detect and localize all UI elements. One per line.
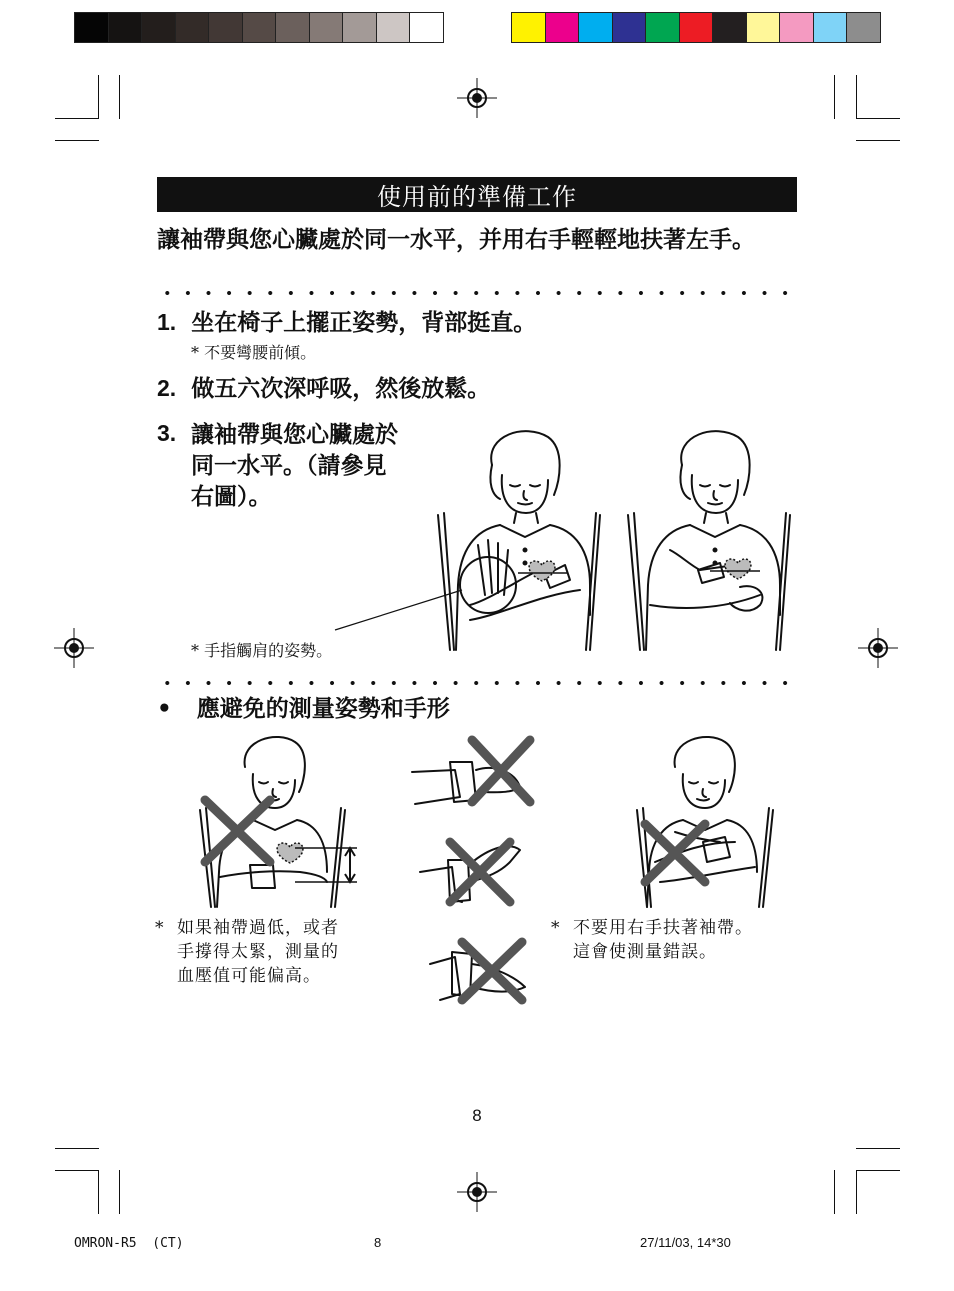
footer-timestamp: 27/11/03, 14*30 bbox=[640, 1235, 731, 1250]
gray-swatch bbox=[108, 12, 143, 43]
gray-swatch bbox=[208, 12, 243, 43]
dotted-divider-top bbox=[157, 290, 797, 296]
registration-mark-top-icon bbox=[457, 78, 497, 118]
step-1-note: * 不要彎腰前傾。 bbox=[191, 343, 317, 362]
registration-mark-left-icon bbox=[54, 628, 94, 668]
registration-mark-bottom-icon bbox=[457, 1172, 497, 1212]
right-hand-caption-line-2: 這會使測量錯誤。 bbox=[573, 942, 717, 962]
gray-swatch bbox=[342, 12, 377, 43]
finger-position-note: * 手指觸肩的姿勢。 bbox=[191, 641, 333, 660]
low-cuff-caption-line-3: 血壓值可能偏高。 bbox=[177, 966, 321, 986]
step-3-number: 3. bbox=[157, 420, 177, 446]
footer-file-name: OMRON-R5 (CT) bbox=[74, 1236, 184, 1251]
low-cuff-caption-line-2: 手撐得太緊，測量的 bbox=[177, 942, 339, 962]
gray-swatch bbox=[376, 12, 411, 43]
low-cuff-caption bbox=[155, 916, 339, 988]
step-1 bbox=[157, 308, 777, 339]
page-number: 8 bbox=[472, 1106, 482, 1125]
process-swatch bbox=[645, 12, 680, 43]
step-1-number: 1. bbox=[157, 309, 177, 335]
process-swatch bbox=[511, 12, 546, 43]
avoid-heading-text: 應避免的測量姿勢和手形 bbox=[196, 696, 450, 722]
dotted-divider-bottom bbox=[157, 680, 797, 686]
footer-page: 8 bbox=[374, 1235, 382, 1250]
finger-note-leader-line bbox=[330, 585, 470, 635]
process-swatch bbox=[712, 12, 747, 43]
avoid-heading bbox=[157, 694, 777, 725]
low-cuff-caption-star: * bbox=[155, 918, 165, 938]
avoid-bullet: • bbox=[157, 696, 172, 722]
section-title: 使用前的準備工作 bbox=[157, 177, 797, 212]
right-hand-caption bbox=[551, 916, 753, 964]
incorrect-hand-positions-illustration bbox=[410, 732, 540, 1017]
gray-swatch bbox=[309, 12, 344, 43]
incorrect-right-hand-support-illustration bbox=[625, 732, 785, 910]
gray-swatch bbox=[74, 12, 109, 43]
gray-swatch bbox=[275, 12, 310, 43]
right-hand-caption-line-1: 不要用右手扶著袖帶。 bbox=[573, 918, 753, 938]
process-swatch bbox=[846, 12, 881, 43]
registration-mark-right-icon bbox=[858, 628, 898, 668]
process-swatch bbox=[746, 12, 781, 43]
gray-swatch bbox=[242, 12, 277, 43]
gray-swatch bbox=[175, 12, 210, 43]
right-hand-caption-star: * bbox=[551, 918, 561, 938]
process-swatch bbox=[578, 12, 613, 43]
gray-swatch bbox=[141, 12, 176, 43]
step-2-text: 做五六次深呼吸，然後放鬆。 bbox=[191, 376, 491, 402]
low-cuff-caption-line-1: 如果袖帶過低，或者 bbox=[177, 918, 339, 938]
step-3-line-1: 讓袖帶與您心臟處於 bbox=[191, 422, 398, 448]
step-3-line-3: 右圖）。 bbox=[191, 484, 272, 510]
intro-instruction: 讓袖帶與您心臟處於同一水平，并用右手輕輕地扶著左手。 bbox=[157, 227, 755, 253]
process-swatch bbox=[545, 12, 580, 43]
process-swatch bbox=[679, 12, 714, 43]
step-2-number: 2. bbox=[157, 375, 177, 401]
process-swatch bbox=[813, 12, 848, 43]
incorrect-low-cuff-illustration bbox=[195, 732, 365, 910]
step-1-text: 坐在椅子上擺正姿勢，背部挺直。 bbox=[191, 310, 537, 336]
process-swatch bbox=[612, 12, 647, 43]
gray-swatch bbox=[409, 12, 444, 43]
step-2 bbox=[157, 374, 777, 405]
step-3-line-2: 同一水平。（請參見 bbox=[191, 453, 387, 479]
process-swatch bbox=[779, 12, 814, 43]
correct-posture-support-illustration bbox=[620, 425, 800, 653]
